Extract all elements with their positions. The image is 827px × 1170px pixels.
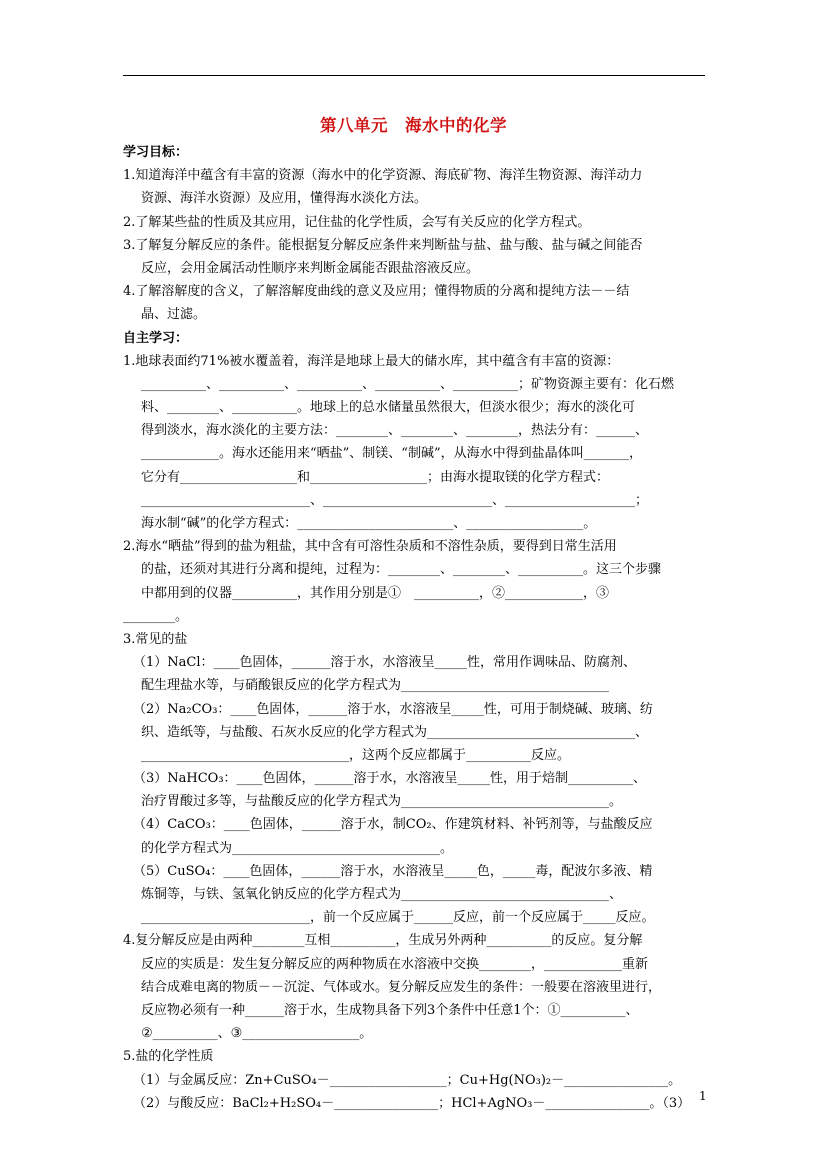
text-line: 海水制“碱”的化学方程式：________________________、__________________。 bbox=[141, 516, 597, 531]
text-line: 5.盐的化学性质 bbox=[123, 1049, 214, 1065]
text-line: 反应的实质是：发生复分解反应的两种物质在水溶液中交换________，____________重新 bbox=[141, 956, 649, 972]
section-heading: 自主学习： bbox=[123, 330, 189, 346]
text-line: （4）CaCO₃：____色固体，______溶于水，制CO₂、作建筑材料、补钙剂等，与盐酸反应 bbox=[133, 817, 653, 833]
text-line: ________________________________，这两个反应都属于__________反应。 bbox=[141, 747, 571, 763]
text-line: 晶、过滤。 bbox=[141, 307, 207, 323]
text-line: 3.了解复分解反应的条件。能根据复分解反应条件来判断盐与盐、盐与酸、盐与碱之间能否 bbox=[123, 237, 643, 253]
text-line: __________________________，前一个反应属于______反应，前一个反应属于_____反应。 bbox=[141, 910, 655, 926]
text-line: 反应物必须有一种______溶于水，生成物具备下列3个条件中任意1个：①__________、 bbox=[141, 1002, 639, 1018]
text-line: 反应，会用金属活动性顺序来判断金属能否跟盐溶液反应。 bbox=[141, 260, 480, 276]
text-line: （2）Na₂CO₃：____色固体，______溶于水，水溶液呈_____性，可用于制烧碱、玻璃、纺 bbox=[133, 701, 653, 717]
text-line: 炼铜等，与铁、氢氧化钠反应的化学方程式为________________________________、 bbox=[141, 887, 623, 902]
text-line: 结合成难电离的物质－－沉淀、气体或水。复分解反应发生的条件：一般要在溶液里进行， bbox=[141, 979, 662, 995]
text-line: 3.常见的盐 bbox=[123, 631, 188, 647]
text-line: （1）NaCl：____色固体，______溶于水，水溶液呈_____性，常用作调味品、防腐剂、 bbox=[133, 655, 637, 671]
text-line: 它分有__________________和__________________；由海水提取镁的化学方程式： bbox=[141, 469, 610, 485]
text-line: 的化学方程式为________________________________。 bbox=[141, 840, 454, 856]
text-line: ②__________、③__________________。 bbox=[141, 1026, 373, 1042]
section-heading: 学习目标： bbox=[123, 145, 189, 160]
text-line: 织、造纸等，与盐酸、石灰水反应的化学方程式为________________________________、 bbox=[141, 724, 649, 740]
text-line: 中都用到的仪器__________，其作用分别是① __________，②____________，③ bbox=[141, 585, 610, 601]
text-line: 2.海水“晒盐”得到的盐为粗盐，其中含有可溶性杂质和不溶性杂质，要得到日常生活用 bbox=[123, 539, 617, 555]
text-line: 得到淡水，海水淡化的主要方法：________、________、________，热法分有：______、 bbox=[141, 423, 649, 439]
text-line: __________、__________、__________、__________、__________；矿物资源主要有：化石燃 bbox=[141, 376, 675, 392]
text-line: 治疗胃酸过多等，与盐酸反应的化学方程式为________________________________。 bbox=[141, 794, 623, 810]
text-line: 2.了解某些盐的性质及其应用，记住盐的化学性质，会写有关反应的化学方程式。 bbox=[123, 214, 591, 230]
text-line: 1.地球表面约71%被水覆盖着，海洋是地球上最大的储水库，其中蕴含有丰富的资源： bbox=[123, 353, 620, 369]
text-line: 资源、海洋水资源）及应用，懂得海水淡化方法。 bbox=[141, 191, 428, 207]
page-number: 1 bbox=[699, 1089, 707, 1103]
text-line: （2）与酸反应：BaCl₂+H₂SO₄－________________；HCl+AgNO₃－________________。（3） bbox=[133, 1095, 691, 1111]
text-line: （1）与金属反应：Zn+CuSO₄－__________________；Cu+Hg(NO₃)₂－________________。 bbox=[133, 1072, 682, 1088]
text-line: ____________。海水还能用来“晒盐”、制镁、“制碱”，从海水中得到盐晶体叫_______， bbox=[141, 446, 643, 462]
text-line: 配生理盐水等，与硝酸银反应的化学方程式为________________________________ bbox=[141, 678, 610, 694]
text-line: 料、________、__________。地球上的总水储量虽然很大，但淡水很少；海水的淡化可 bbox=[141, 400, 636, 416]
document-body bbox=[123, 141, 709, 1115]
text-line: ________。 bbox=[123, 608, 189, 624]
text-line: （5）CuSO₄：____色固体，______溶于水，水溶液呈_____色，_____毒，配波尔多液、精 bbox=[133, 863, 653, 879]
header-rule bbox=[123, 75, 705, 76]
text-line: __________________________、__________________________、____________________； bbox=[141, 492, 648, 508]
text-line: （3）NaHCO₃：____色固体，______溶于水，水溶液呈_____性，用于焙制__________、 bbox=[133, 771, 647, 787]
text-line: 4.了解溶解度的含义，了解溶解度曲线的意义及应用；懂得物质的分离和提纯方法－－结 bbox=[123, 284, 630, 300]
text-line: 4.复分解反应是由两种________互相__________，生成另外两种__________的反应。复分解 bbox=[123, 933, 643, 949]
text-line: 的盐，还须对其进行分离和提纯，过程为：________、________、__________。这三个步骤 bbox=[141, 562, 662, 578]
page-title: 第八单元 海水中的化学 bbox=[320, 116, 507, 135]
text-line: 1.知道海洋中蕴含有丰富的资源（海水中的化学资源、海底矿物、海洋生物资源、海洋动力 bbox=[123, 168, 643, 184]
